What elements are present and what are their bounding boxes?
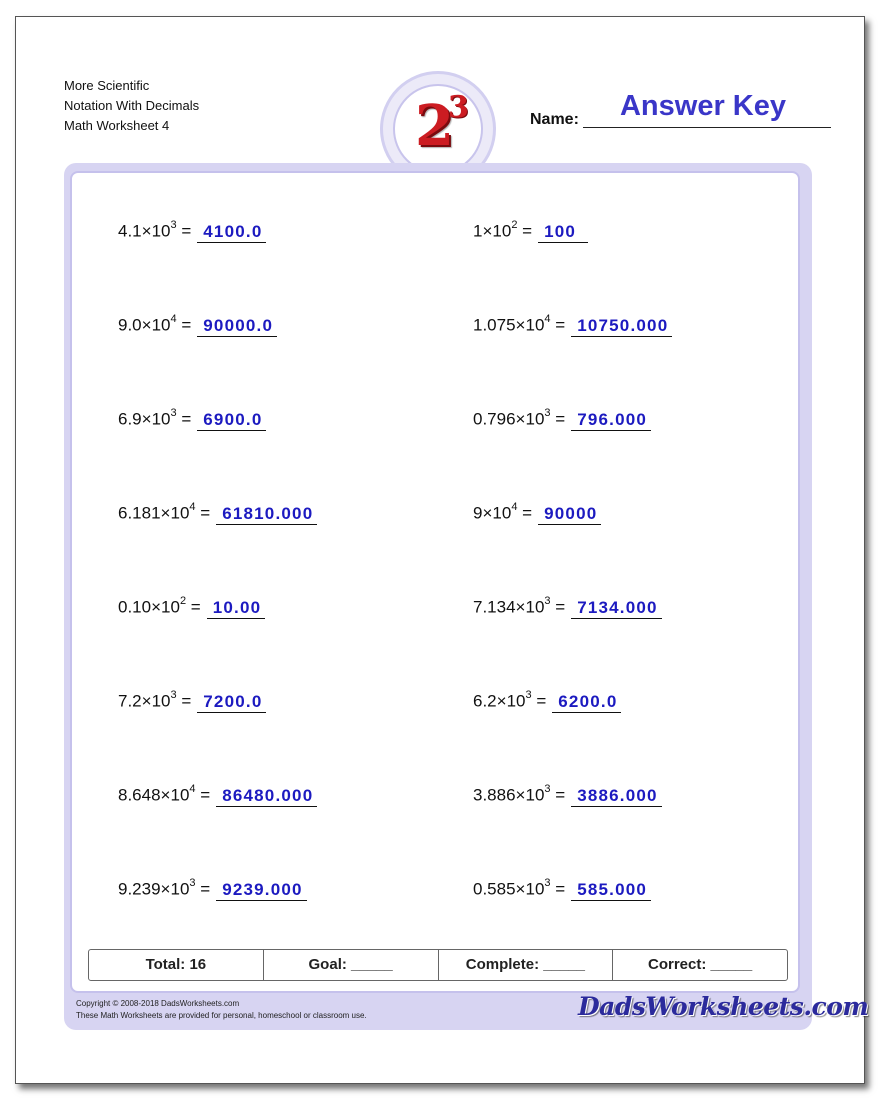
times-sign: × [496, 691, 507, 711]
coefficient: 7.2 [118, 691, 142, 711]
score-complete: Complete: _____ [439, 950, 614, 980]
problem-item [473, 785, 662, 813]
problem-expression [473, 597, 565, 618]
times-sign: × [515, 597, 526, 617]
problem-item [118, 691, 266, 719]
problem-expression [118, 597, 201, 618]
equals-sign: = [195, 785, 211, 805]
power-base: 10 [170, 785, 190, 805]
power-exponent: 4 [170, 313, 177, 325]
equals-sign: = [550, 785, 566, 805]
answer-blank[interactable]: 6900.0 [197, 410, 266, 431]
times-sign: × [141, 315, 152, 335]
answer-blank[interactable]: 90000.0 [197, 316, 277, 337]
problem-expression [473, 785, 565, 806]
answer-blank[interactable]: 7134.000 [571, 598, 662, 619]
equals-sign: = [550, 409, 566, 429]
power-exponent: 3 [544, 407, 551, 419]
power-exponent: 2 [511, 219, 518, 231]
equals-sign: = [186, 597, 201, 617]
times-sign: × [160, 879, 171, 899]
power-exponent: 4 [189, 783, 196, 795]
coefficient: 9 [473, 503, 483, 523]
coefficient: 6.9 [118, 409, 142, 429]
power-base: 10 [161, 597, 180, 617]
times-sign: × [515, 409, 526, 429]
problem-expression [118, 785, 210, 806]
times-sign: × [160, 785, 171, 805]
power-base: 10 [151, 221, 171, 241]
coefficient: 7.134 [473, 597, 516, 617]
score-goal: Goal: _____ [264, 950, 439, 980]
problem-expression [118, 879, 210, 900]
answer-blank[interactable]: 90000 [538, 504, 601, 525]
answer-blank[interactable]: 100 [538, 222, 588, 243]
times-sign: × [482, 221, 493, 241]
problem-expression [118, 409, 191, 430]
problem-item [118, 409, 266, 437]
problem-item [473, 691, 621, 719]
equals-sign: = [195, 503, 211, 523]
power-exponent: 3 [170, 689, 177, 701]
coefficient: 9.0 [118, 315, 142, 335]
problem-item [473, 503, 601, 531]
answer-blank[interactable]: 9239.000 [216, 880, 307, 901]
answer-blank[interactable]: 86480.000 [216, 786, 317, 807]
power-base: 10 [492, 221, 512, 241]
usage-line: These Math Worksheets are provided for personal, homeschool or classroom use. [76, 1011, 367, 1020]
logo-exponent: 3 [448, 90, 469, 125]
power-base: 10 [170, 503, 190, 523]
title-line-2: Notation With Decimals [64, 98, 200, 113]
power-exponent: 4 [544, 313, 551, 325]
problem-item [118, 879, 307, 907]
problem-item [473, 409, 651, 437]
problem-expression [118, 691, 191, 712]
power-exponent: 3 [170, 407, 177, 419]
equals-sign: = [517, 221, 533, 241]
power-exponent: 3 [544, 783, 551, 795]
coefficient: 3.886 [473, 785, 516, 805]
equals-sign: = [531, 691, 547, 711]
times-sign: × [151, 597, 162, 617]
coefficient: 0.10 [118, 597, 152, 617]
logo-base: 2 [415, 93, 454, 159]
score-correct: Correct: _____ [648, 956, 753, 973]
coefficient: 4.1 [118, 221, 142, 241]
times-sign: × [515, 315, 526, 335]
power-exponent: 3 [544, 877, 551, 889]
power-base: 10 [525, 409, 545, 429]
score-table [88, 949, 788, 981]
equals-sign: = [517, 503, 533, 523]
problem-expression [473, 221, 532, 242]
problem-expression [473, 691, 546, 712]
coefficient: 0.585 [473, 879, 516, 899]
power-base: 10 [525, 315, 545, 335]
times-sign: × [141, 691, 152, 711]
equals-sign: = [176, 315, 192, 335]
logo-inner-circle [393, 84, 483, 174]
coefficient: 6.181 [118, 503, 161, 523]
worksheet-title [64, 76, 199, 136]
problem-item [473, 221, 588, 249]
equals-sign: = [195, 879, 211, 899]
problem-item [118, 503, 317, 531]
coefficient: 8.648 [118, 785, 161, 805]
coefficient: 6.2 [473, 691, 497, 711]
times-sign: × [141, 221, 152, 241]
power-base: 10 [525, 597, 545, 617]
answer-blank[interactable]: 4100.0 [197, 222, 266, 243]
answer-blank[interactable]: 10.00 [207, 598, 266, 619]
power-exponent: 3 [544, 595, 551, 607]
answer-blank[interactable]: 61810.000 [216, 504, 317, 525]
times-sign: × [141, 409, 152, 429]
problems-panel [70, 171, 800, 993]
power-exponent: 3 [189, 877, 196, 889]
answer-blank[interactable]: 3886.000 [571, 786, 662, 807]
title-line-3: Math Worksheet 4 [64, 118, 170, 133]
power-exponent: 4 [511, 501, 518, 513]
equals-sign: = [550, 315, 566, 335]
power-base: 10 [506, 691, 526, 711]
problem-item [118, 315, 277, 343]
name-label: Name: [530, 111, 579, 128]
problem-item [118, 785, 317, 813]
coefficient: 0.796 [473, 409, 516, 429]
times-sign: × [482, 503, 493, 523]
equals-sign: = [550, 879, 566, 899]
problem-expression [118, 221, 191, 242]
problem-expression [118, 315, 191, 336]
problem-item [118, 221, 266, 249]
answer-blank[interactable]: 585.000 [571, 880, 651, 901]
coefficient: 1.075 [473, 315, 516, 335]
name-underline [583, 127, 831, 128]
power-base: 10 [525, 785, 545, 805]
problem-expression [473, 879, 565, 900]
equals-sign: = [176, 691, 192, 711]
equals-sign: = [176, 221, 192, 241]
power-base: 10 [151, 409, 171, 429]
answer-blank[interactable]: 10750.000 [571, 316, 672, 337]
title-line-1: More Scientific [64, 78, 150, 93]
problem-item [473, 879, 651, 907]
times-sign: × [515, 785, 526, 805]
power-exponent: 3 [525, 689, 532, 701]
coefficient: 9.239 [118, 879, 161, 899]
problem-item [473, 315, 672, 343]
brand-logo: DadsWorksheets.com [578, 992, 869, 1021]
problem-expression [118, 503, 210, 524]
problem-item [118, 597, 265, 625]
coefficient: 1 [473, 221, 483, 241]
power-base: 10 [170, 879, 190, 899]
power-base: 10 [525, 879, 545, 899]
problem-item [473, 597, 662, 625]
times-sign: × [160, 503, 171, 523]
times-sign: × [515, 879, 526, 899]
power-base: 10 [151, 691, 171, 711]
equals-sign: = [176, 409, 192, 429]
power-exponent: 2 [179, 595, 187, 607]
copyright-line: Copyright © 2008-2018 DadsWorksheets.com [76, 999, 240, 1008]
problem-expression [473, 315, 565, 336]
copyright-notice [76, 998, 367, 1022]
problem-expression [473, 503, 532, 524]
answer-blank[interactable]: 6200.0 [552, 692, 621, 713]
power-base: 10 [151, 315, 171, 335]
power-exponent: 4 [189, 501, 196, 513]
answer-key-text: Answer Key [619, 90, 786, 122]
equals-sign: = [550, 597, 566, 617]
answer-blank[interactable]: 796.000 [571, 410, 651, 431]
answer-blank[interactable]: 7200.0 [197, 692, 266, 713]
power-base: 10 [492, 503, 512, 523]
score-total: Total: 16 [89, 950, 264, 980]
problem-expression [473, 409, 565, 430]
power-exponent: 3 [170, 219, 177, 231]
